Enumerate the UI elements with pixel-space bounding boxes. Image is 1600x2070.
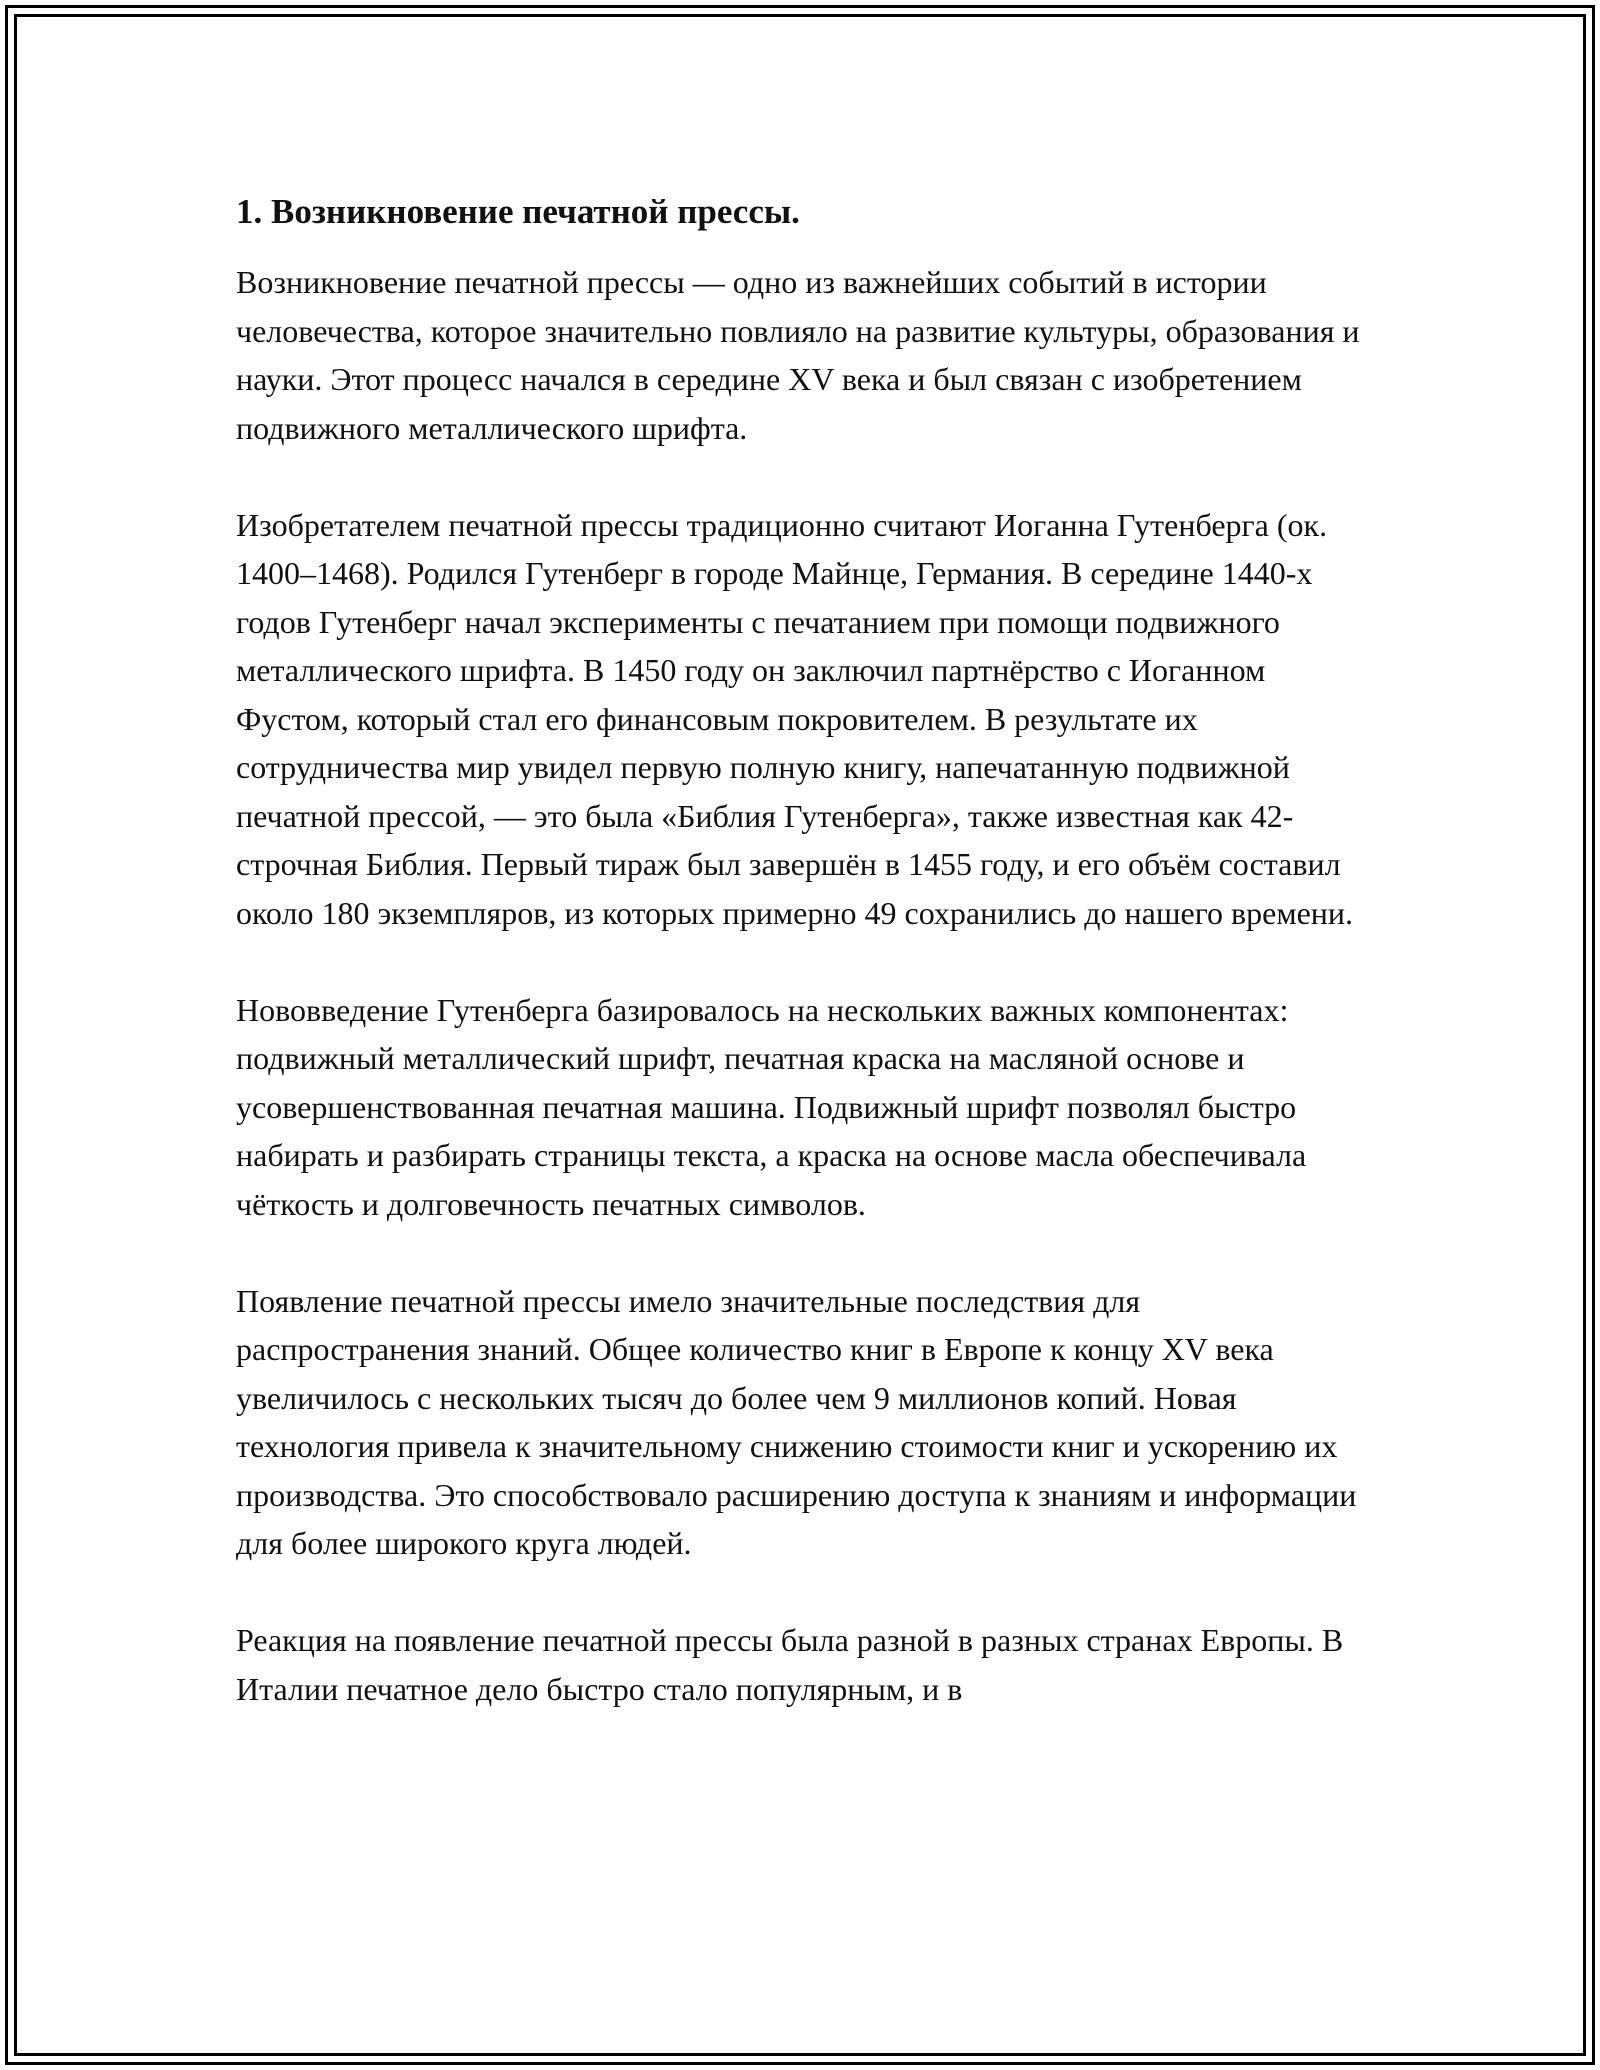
paragraph-intro: Возникновение печатной прессы — одно из важнейших событий в истории человечества, которое значительно повлияло на развитие культуры, образования и науки. Этот процесс начался в середине XV века и был связан с изобретением подвижного металлического шрифта.	[236, 264, 1360, 446]
paragraph-consequences: Появление печатной прессы имело значительные последствия для распространения знаний. Общее количество книг в Европе к концу XV века увеличилось с нескольких тысяч до более чем 9 миллионов копий. Новая технология привела к значительному снижению стоимости книг и ускорению их производства. Это способствовало расширению доступа к знаниям и информации для более широкого круга людей.	[236, 1282, 1357, 1561]
section-heading: 1. Возникновение печатной прессы.	[236, 192, 800, 231]
paragraph-gutenberg: Изобретателем печатной прессы традиционно считают Иоганна Гутенберга (ок. 1400–1468). Родился Гутенберг в городе Майнце, Германия. В середине 1440-х годов Гутенберг начал эксперименты с печатанием при помощи подвижного металлического шрифта. В 1450 году он заключил партнёрство с Иоганном Фустом, который стал его финансовым покровителем. В результате их сотрудничества мир увидел первую полную книгу, напечатанную подвижной печатной прессой, — это была «Библия Гутенберга», также известная как 42-строчная Библия. Первый тираж был завершён в 1455 году, и его объём составил около 180 экземпляров, из которых примерно 49 сохранились до нашего времени.	[236, 506, 1354, 931]
paragraph-reaction: Реакция на появление печатной прессы была разной в разных странах Европы. В Италии печатное дело быстро стало популярным, и в	[236, 1622, 1344, 1707]
paragraph-innovation: Нововведение Гутенберга базировалось на нескольких важных компонентах: подвижный металлический шрифт, печатная краска на масляной основе и усовершенствованная печатная машина. Подвижный шрифт позволял быстро набирать и разбирать страницы текста, а краска на основе масла обеспечивала чёткость и долговечность печатных символов.	[236, 991, 1307, 1222]
document-body	[236, 188, 1376, 1762]
